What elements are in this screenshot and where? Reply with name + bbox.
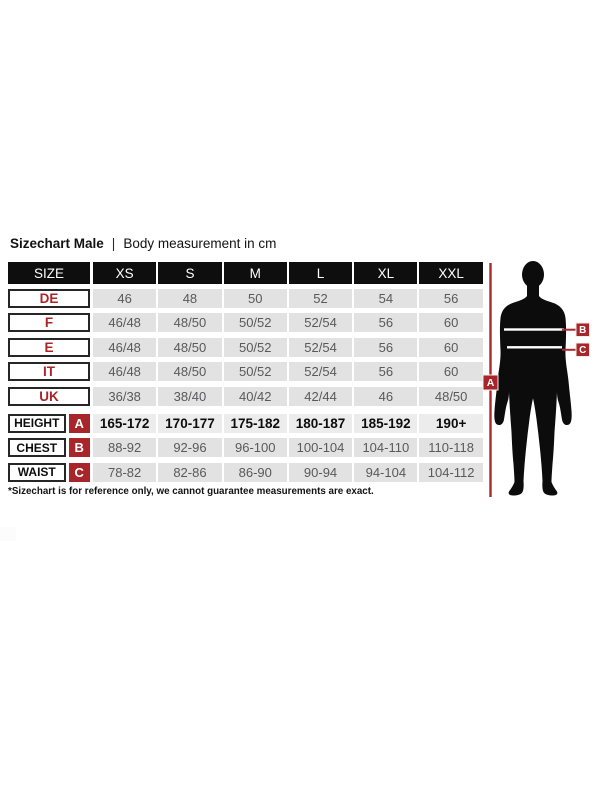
male-silhouette-icon xyxy=(494,261,571,496)
header-cell: XXL xyxy=(419,262,482,284)
size-row-label: UK xyxy=(8,387,90,406)
header-cell: XS xyxy=(93,262,156,284)
measure-row-label-group xyxy=(8,438,90,457)
measure-row-label-group xyxy=(8,414,90,433)
measure-cell: 180-187 xyxy=(289,414,352,433)
measure-cell: 82-86 xyxy=(158,463,221,482)
size-cell: 52/54 xyxy=(289,313,352,332)
measure-cell: 175-182 xyxy=(224,414,287,433)
title-separator: | xyxy=(111,236,116,251)
size-cell: 46 xyxy=(354,387,417,406)
size-row xyxy=(8,313,484,332)
measure-cell: 78-82 xyxy=(93,463,156,482)
size-cell: 46/48 xyxy=(93,338,156,357)
waist-measure-line xyxy=(507,346,562,348)
size-row-label: E xyxy=(8,338,90,357)
size-cell: 42/44 xyxy=(289,387,352,406)
size-cell: 56 xyxy=(354,338,417,357)
size-cell: 48 xyxy=(158,289,221,308)
size-cell: 56 xyxy=(354,313,417,332)
size-cell: 52/54 xyxy=(289,362,352,381)
measure-cell: 110-118 xyxy=(419,438,482,457)
size-cell: 56 xyxy=(354,362,417,381)
measure-cell: 94-104 xyxy=(354,463,417,482)
size-cell: 50/52 xyxy=(224,338,287,357)
size-row xyxy=(8,289,484,308)
header-cell: XL xyxy=(354,262,417,284)
size-cell: 36/38 xyxy=(93,387,156,406)
measure-cell: 190+ xyxy=(419,414,482,433)
measure-row xyxy=(8,414,484,433)
figure-marker-a xyxy=(483,375,498,390)
measure-row-marker: B xyxy=(69,438,91,457)
size-cell: 48/50 xyxy=(158,338,221,357)
size-cell: 60 xyxy=(419,313,482,332)
measure-row-label: CHEST xyxy=(8,438,66,457)
svg-text:C: C xyxy=(579,345,587,356)
measure-cell: 86-90 xyxy=(224,463,287,482)
size-cell: 50/52 xyxy=(224,313,287,332)
size-cell: 56 xyxy=(419,289,482,308)
size-cell: 54 xyxy=(354,289,417,308)
sizechart-table xyxy=(8,262,484,487)
figure-marker-c xyxy=(576,343,590,357)
size-cell: 46 xyxy=(93,289,156,308)
title-main: Sizechart Male xyxy=(10,236,104,251)
measure-cell: 96-100 xyxy=(224,438,287,457)
measure-cell: 90-94 xyxy=(289,463,352,482)
measure-row-label: HEIGHT xyxy=(8,414,66,433)
measure-row xyxy=(8,438,484,457)
size-cell: 50 xyxy=(224,289,287,308)
size-cell: 50/52 xyxy=(224,362,287,381)
size-cell: 48/50 xyxy=(158,313,221,332)
table-header-row xyxy=(8,262,484,284)
size-cell: 48/50 xyxy=(158,362,221,381)
size-cell: 46/48 xyxy=(93,313,156,332)
faint-artifact-square xyxy=(0,527,16,541)
svg-text:B: B xyxy=(579,325,587,336)
measure-cell: 165-172 xyxy=(93,414,156,433)
size-row-label: DE xyxy=(8,289,90,308)
page-title xyxy=(10,236,276,251)
size-row-label: IT xyxy=(8,362,90,381)
body-measurement-figure xyxy=(480,255,600,500)
size-row-label: F xyxy=(8,313,90,332)
measure-cell: 92-96 xyxy=(158,438,221,457)
measure-row-label: WAIST xyxy=(8,463,66,482)
size-row xyxy=(8,362,484,381)
measure-row-marker: A xyxy=(69,414,91,433)
measure-cell: 170-177 xyxy=(158,414,221,433)
measure-row-label-group xyxy=(8,463,90,482)
chest-measure-line xyxy=(504,328,564,330)
size-cell: 40/42 xyxy=(224,387,287,406)
header-cell: M xyxy=(224,262,287,284)
size-row xyxy=(8,387,484,406)
waist-connector-line xyxy=(562,349,577,351)
size-cell: 52 xyxy=(289,289,352,308)
header-cell: L xyxy=(289,262,352,284)
footnote: *Sizechart is for reference only, we cannot guarantee measurements are exact. xyxy=(8,486,374,497)
size-cell: 52/54 xyxy=(289,338,352,357)
header-cell-size: SIZE xyxy=(8,262,90,284)
measure-cell: 185-192 xyxy=(354,414,417,433)
measure-cell: 104-110 xyxy=(354,438,417,457)
size-cell: 48/50 xyxy=(419,387,482,406)
measure-cell: 88-92 xyxy=(93,438,156,457)
measure-row xyxy=(8,463,484,482)
measure-row-marker: C xyxy=(69,463,91,482)
chest-connector-line xyxy=(562,329,577,331)
size-row xyxy=(8,338,484,357)
title-subtitle: Body measurement in cm xyxy=(123,236,277,251)
size-cell: 60 xyxy=(419,362,482,381)
measure-cell: 104-112 xyxy=(419,463,482,482)
header-cell: S xyxy=(158,262,221,284)
size-cell: 60 xyxy=(419,338,482,357)
measure-cell: 100-104 xyxy=(289,438,352,457)
size-cell: 46/48 xyxy=(93,362,156,381)
figure-marker-b xyxy=(576,323,590,337)
svg-text:A: A xyxy=(486,377,495,389)
size-cell: 38/40 xyxy=(158,387,221,406)
